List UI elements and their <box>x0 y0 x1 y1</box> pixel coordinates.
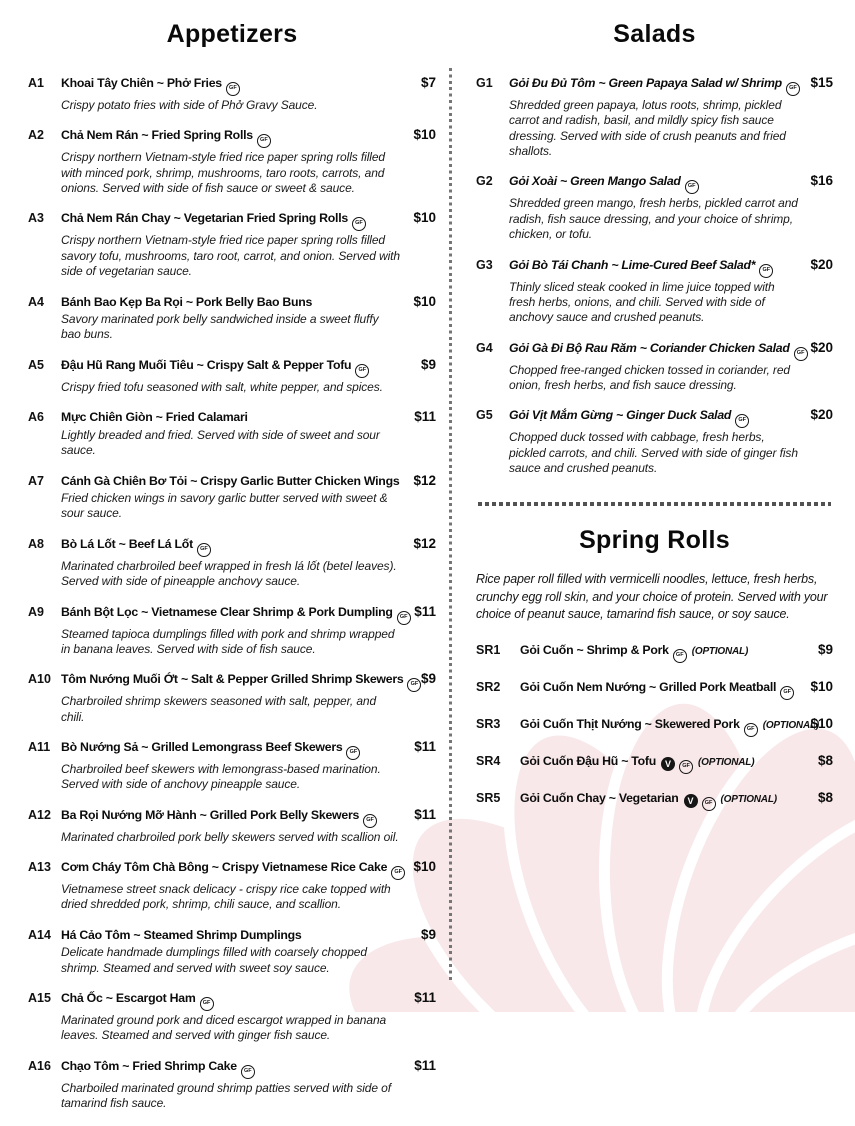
item-price: $11 <box>414 409 436 425</box>
item-code: SR1 <box>476 642 501 657</box>
gluten-free-icon: GF <box>744 723 758 737</box>
item-name: Gỏi Vịt Mắm Gừng ~ Ginger Duck Salad <box>509 408 732 423</box>
item-price: $20 <box>810 339 833 355</box>
gluten-free-icon: GF <box>685 180 699 194</box>
item-price: $10 <box>810 678 833 694</box>
menu-item-a10 <box>28 671 436 725</box>
item-description: Crispy fried tofu seasoned with salt, white pepper, and spices. <box>61 379 383 394</box>
item-title-line <box>520 716 820 737</box>
item-name: Gỏi Gà Đi Bộ Rau Răm ~ Coriander Chicken Salad <box>509 340 790 355</box>
menu-item-a4 <box>28 294 436 343</box>
menu-item-g4 <box>476 340 833 394</box>
item-title-line <box>509 407 804 428</box>
item-title-line <box>509 173 804 194</box>
gluten-free-icon: GF <box>702 797 716 811</box>
item-price: $10 <box>413 859 436 875</box>
item-body <box>61 927 415 976</box>
menu-item-a3 <box>28 210 436 279</box>
gluten-free-icon: GF <box>363 814 377 828</box>
item-code: G1 <box>476 76 493 90</box>
item-description: Marinated charbroiled beef wrapped in fresh lá lốt (betel leaves). Served with side of pineapple anchovy sauce. <box>61 558 397 589</box>
menu-item-a11 <box>28 739 436 793</box>
spring-rolls-title: Spring Rolls <box>579 526 730 555</box>
item-name: Cánh Gà Chiên Bơ Tỏi ~ Crispy Garlic Butter Chicken Wings <box>61 473 400 488</box>
appetizers-list <box>28 75 436 1112</box>
item-name: Gỏi Xoài ~ Green Mango Salad <box>509 174 681 189</box>
item-body <box>61 990 408 1044</box>
menu-item-g2 <box>476 173 833 242</box>
item-code: A13 <box>28 860 51 875</box>
menu-item-sr1 <box>476 642 833 663</box>
item-body <box>61 294 407 343</box>
gluten-free-icon: GF <box>735 414 749 428</box>
item-name: Gỏi Cuốn Thịt Nướng ~ Skewered Pork <box>520 716 740 731</box>
item-description: Shredded green mango, fresh herbs, pickled carrot and radish, fish sauce dressing, and your choice of shrimp, chicken, or tofu. <box>509 196 798 242</box>
gluten-free-icon: GF <box>679 760 693 774</box>
item-name: Gỏi Cuốn Nem Nướng ~ Grilled Pork Meatball <box>520 679 777 694</box>
item-body <box>520 679 804 700</box>
item-description: Steamed tapioca dumplings filled with pork and shrimp wrapped in banana leaves. Served with side of fish sauce. <box>61 626 395 656</box>
item-body <box>520 716 820 737</box>
gluten-free-icon: GF <box>352 217 366 231</box>
item-title-line <box>61 294 407 311</box>
item-name: Khoai Tây Chiên ~ Phở Fries <box>61 76 222 90</box>
item-body <box>509 407 804 476</box>
item-name: Chạo Tôm ~ Fried Shrimp Cake <box>61 1058 237 1073</box>
item-price: $12 <box>413 535 436 551</box>
item-description: Chopped duck tossed with cabbage, fresh herbs, pickled carrots, and chili. Served with side of ginger fish sauce and crushed peanuts. <box>509 430 798 476</box>
menu-item-sr3 <box>476 716 833 737</box>
gluten-free-icon: GF <box>257 134 271 148</box>
item-description: Marinated charbroiled pork belly skewers served with scallion oil. <box>61 829 399 844</box>
item-body <box>61 604 408 658</box>
gluten-free-icon: GF <box>397 611 411 625</box>
item-name: Bò Lá Lốt ~ Beef Lá Lốt <box>61 536 193 551</box>
item-code: SR2 <box>476 679 501 694</box>
item-code: A9 <box>28 604 44 619</box>
item-price: $12 <box>413 472 436 488</box>
menu-item-a15 <box>28 990 436 1044</box>
gluten-free-icon: GF <box>346 746 360 760</box>
item-name: Há Cảo Tôm ~ Steamed Shrimp Dumplings <box>61 927 302 942</box>
item-price: $10 <box>413 127 436 143</box>
item-title-line <box>509 257 804 278</box>
item-price: $11 <box>414 1057 436 1073</box>
gluten-free-icon: GF <box>197 543 211 557</box>
item-description: Crispy northern Vietnam-style fried rice paper spring rolls filled savory tofu, mushrooms, taro root, carrot, and onion. Served with side of vegetarian sauce. <box>61 233 400 279</box>
item-body <box>520 790 812 811</box>
item-title-line <box>61 671 419 692</box>
spring-rolls-intro: Rice paper roll filled with vermicelli noodles, lettuce, fresh herbs, crunchy egg roll skin, and your choice of protein. Served with your choice of peanut sauce, tamarind fish sauce, or soy sauce. <box>476 572 828 622</box>
item-title-line <box>61 210 407 231</box>
item-name: Bò Nướng Sả ~ Grilled Lemongrass Beef Skewers <box>61 739 343 754</box>
gluten-free-icon: GF <box>355 364 369 378</box>
item-code: A12 <box>28 807 51 822</box>
menu-item-a9 <box>28 604 436 658</box>
item-title-line <box>61 807 408 828</box>
item-name: Chả Nem Rán ~ Fried Spring Rolls <box>61 128 253 143</box>
item-description: Chopped free-ranged chicken tossed in coriander, red onion, fresh herbs, and fish sauce dressing. <box>509 362 790 392</box>
item-name: Tôm Nướng Muối Ớt ~ Salt & Pepper Grilled Shrimp Skewers <box>61 672 404 687</box>
item-title-line <box>61 927 415 944</box>
gluten-free-icon: GF <box>794 347 808 361</box>
item-code: A14 <box>28 927 51 942</box>
item-body <box>61 210 407 279</box>
gluten-free-icon: GF <box>241 1065 255 1079</box>
item-description: Savory marinated pork belly sandwiched inside a sweet fluffy bao buns. <box>61 312 379 342</box>
item-title-line <box>61 409 408 426</box>
item-body <box>61 409 408 458</box>
item-title-line <box>61 357 415 378</box>
item-name: Gỏi Bò Tái Chanh ~ Lime-Cured Beef Salad* <box>509 257 756 272</box>
item-code: A2 <box>28 128 44 143</box>
gluten-free-icon: GF <box>780 686 794 700</box>
item-body <box>61 739 408 793</box>
item-title-line <box>61 1058 408 1079</box>
item-price: $10 <box>810 715 833 731</box>
gluten-free-icon: GF <box>200 997 214 1011</box>
optional-label: (OPTIONAL) <box>691 645 749 657</box>
item-price: $9 <box>420 926 436 942</box>
menu-item-g1 <box>476 75 833 159</box>
item-name: Bánh Bao Kẹp Ba Rọi ~ Pork Belly Bao Buns <box>61 294 313 309</box>
item-name: Gỏi Cuốn Đậu Hũ ~ Tofu <box>520 753 657 768</box>
item-price: $11 <box>414 990 436 1006</box>
item-title-line <box>61 536 407 557</box>
item-title-line <box>61 75 415 96</box>
item-price: $10 <box>413 210 436 226</box>
menu-item-g3 <box>476 257 833 326</box>
item-price: $15 <box>810 75 833 90</box>
menu-item-a13 <box>28 859 436 913</box>
item-body <box>520 642 812 663</box>
gluten-free-icon: GF <box>391 866 405 880</box>
item-price: $8 <box>817 752 833 768</box>
item-code: G2 <box>476 174 493 189</box>
gluten-free-icon: GF <box>786 82 800 96</box>
item-code: A1 <box>28 76 44 90</box>
item-name: Ba Rọi Nướng Mỡ Hành ~ Grilled Pork Belly Skewers <box>61 807 360 822</box>
item-code: A16 <box>28 1058 51 1073</box>
item-code: SR5 <box>476 790 501 805</box>
item-price: $11 <box>414 806 436 822</box>
gluten-free-icon: GF <box>759 264 773 278</box>
gluten-free-icon: GF <box>673 649 687 663</box>
item-code: SR3 <box>476 716 501 731</box>
spring-rolls-list <box>476 642 833 811</box>
item-name: Bánh Bột Lọc ~ Vietnamese Clear Shrimp & Pork Dumpling <box>61 604 393 619</box>
item-title-line <box>509 75 804 96</box>
item-description: Vietnamese street snack delicacy - crispy rice cake topped with dried shredded pork, shrimp, chili sauce, and scallion. <box>61 882 391 912</box>
item-price: $9 <box>420 356 436 372</box>
item-body <box>61 859 407 913</box>
menu-item-a6 <box>28 409 436 458</box>
vegetarian-icon: V <box>684 794 698 808</box>
menu-item-a5 <box>28 357 436 395</box>
menu-item-a16 <box>28 1058 436 1112</box>
item-title-line <box>61 739 408 760</box>
appetizers-title: Appetizers <box>166 20 298 48</box>
optional-label: (OPTIONAL) <box>762 719 820 731</box>
salads-list <box>476 75 833 476</box>
item-description: Shredded green papaya, lotus roots, shrimp, pickled carrot and radish, basil, and mildly spicy fish sauce dressing. Served with side of crush peanuts and fried shallots. <box>509 98 786 159</box>
item-code: A5 <box>28 357 44 372</box>
item-description: Marinated ground pork and diced escargot wrapped in banana leaves. Steamed and served with ginger fish sauce. <box>61 1013 387 1043</box>
item-body <box>509 75 804 159</box>
menu-item-a7 <box>28 473 436 522</box>
item-code: A10 <box>28 672 51 687</box>
item-price: $8 <box>817 789 833 805</box>
item-price: $7 <box>420 75 436 90</box>
item-description: Crispy northern Vietnam-style fried rice paper spring rolls filled with minced pork, shrimp, mushrooms, taro roots, carrots, and onions. Served with side of fish sauce or sweet & sauce. <box>61 150 385 196</box>
item-title-line <box>520 642 812 663</box>
item-code: G3 <box>476 257 493 272</box>
item-price: $9 <box>817 641 833 657</box>
item-name: Gỏi Đu Đủ Tôm ~ Green Papaya Salad w/ Shrimp <box>509 76 782 90</box>
item-code: A4 <box>28 294 44 309</box>
item-body <box>61 536 407 590</box>
item-body <box>509 340 804 394</box>
item-title-line <box>520 790 812 811</box>
item-body <box>509 173 804 242</box>
menu-item-g5 <box>476 407 833 476</box>
optional-label: (OPTIONAL) <box>698 756 755 768</box>
item-description: Thinly sliced steak cooked in lime juice topped with fresh herbs, onions, and chili. Served with side of anchovy sauce and crushed peanuts. <box>509 279 775 325</box>
item-price: $10 <box>413 293 436 309</box>
item-price: $9 <box>420 671 436 687</box>
item-body <box>61 1058 408 1112</box>
item-name: Chả Nem Rán Chay ~ Vegetarian Fried Spring Rolls <box>61 211 348 226</box>
item-price: $20 <box>810 407 833 423</box>
item-description: Charbroiled shrimp skewers seasoned with salt, pepper, and chili. <box>61 694 377 724</box>
item-body <box>61 75 415 113</box>
item-title-line <box>61 604 408 625</box>
gluten-free-icon: GF <box>226 82 240 96</box>
item-body <box>61 473 407 522</box>
item-body <box>509 257 804 326</box>
item-name: Chả Ốc ~ Escargot Ham <box>61 991 196 1006</box>
item-title-line <box>509 340 804 361</box>
item-code: G5 <box>476 408 493 423</box>
menu-item-a1 <box>28 75 436 113</box>
item-description: Charboiled marinated ground shrimp patties served with side of tamarind fish sauce. <box>61 1080 391 1111</box>
item-name: Đậu Hũ Rang Muối Tiêu ~ Crispy Salt & Pepper Tofu <box>61 357 352 372</box>
item-name: Gỏi Cuốn ~ Shrimp & Pork <box>520 642 669 657</box>
salads-springrolls-column <box>452 0 855 827</box>
item-code: A7 <box>28 473 44 488</box>
item-code: A8 <box>28 536 44 551</box>
item-description: Crispy potato fries with side of Phở Gravy Sauce. <box>61 98 318 112</box>
item-description: Charbroiled beef skewers with lemongrass-based marination. Served with side of anchovy pineapple sauce. <box>61 761 381 792</box>
item-description: Fried chicken wings in savory garlic butter served with sweet & sour sauce. <box>61 491 388 521</box>
item-code: A3 <box>28 211 44 226</box>
item-code: A6 <box>28 410 44 425</box>
item-code: SR4 <box>476 753 501 768</box>
item-price: $11 <box>414 603 436 619</box>
item-body <box>61 357 415 395</box>
optional-label: (OPTIONAL) <box>720 793 777 805</box>
item-title-line <box>520 679 804 700</box>
item-code: A11 <box>28 739 51 754</box>
item-price: $16 <box>810 173 833 189</box>
item-name: Mực Chiên Giòn ~ Fried Calamari <box>61 410 248 425</box>
item-title-line <box>61 127 407 148</box>
menu-item-sr2 <box>476 679 833 700</box>
item-body <box>61 807 408 845</box>
menu-item-a12 <box>28 807 436 845</box>
horizontal-dotted-divider <box>478 502 831 506</box>
item-title-line <box>61 990 408 1011</box>
item-description: Delicate handmade dumplings filled with coarsely chopped shrimp. Steamed and served with sweet soy sauce. <box>61 945 367 975</box>
menu-item-sr5 <box>476 790 833 811</box>
menu-item-a14 <box>28 927 436 976</box>
item-name: Cơm Cháy Tôm Chà Bông ~ Crispy Vietnamese Rice Cake <box>61 860 388 875</box>
salads-title: Salads <box>613 20 696 48</box>
vegetarian-icon: V <box>661 757 675 771</box>
item-body <box>520 753 812 774</box>
item-body <box>61 671 419 725</box>
menu-item-a8 <box>28 536 436 590</box>
gluten-free-icon: GF <box>407 678 421 692</box>
item-title-line <box>61 859 407 880</box>
menu-item-a2 <box>28 127 436 196</box>
item-code: A15 <box>28 991 51 1006</box>
item-name: Gỏi Cuốn Chay ~ Vegetarian <box>520 790 679 805</box>
item-price: $20 <box>810 256 833 272</box>
item-description: Lightly breaded and fried. Served with side of sweet and sour sauce. <box>61 427 380 458</box>
item-title-line <box>61 473 407 490</box>
item-code: G4 <box>476 340 493 355</box>
item-title-line <box>520 753 812 774</box>
item-price: $11 <box>414 738 436 754</box>
item-body <box>61 127 407 196</box>
menu-item-sr4 <box>476 753 833 774</box>
